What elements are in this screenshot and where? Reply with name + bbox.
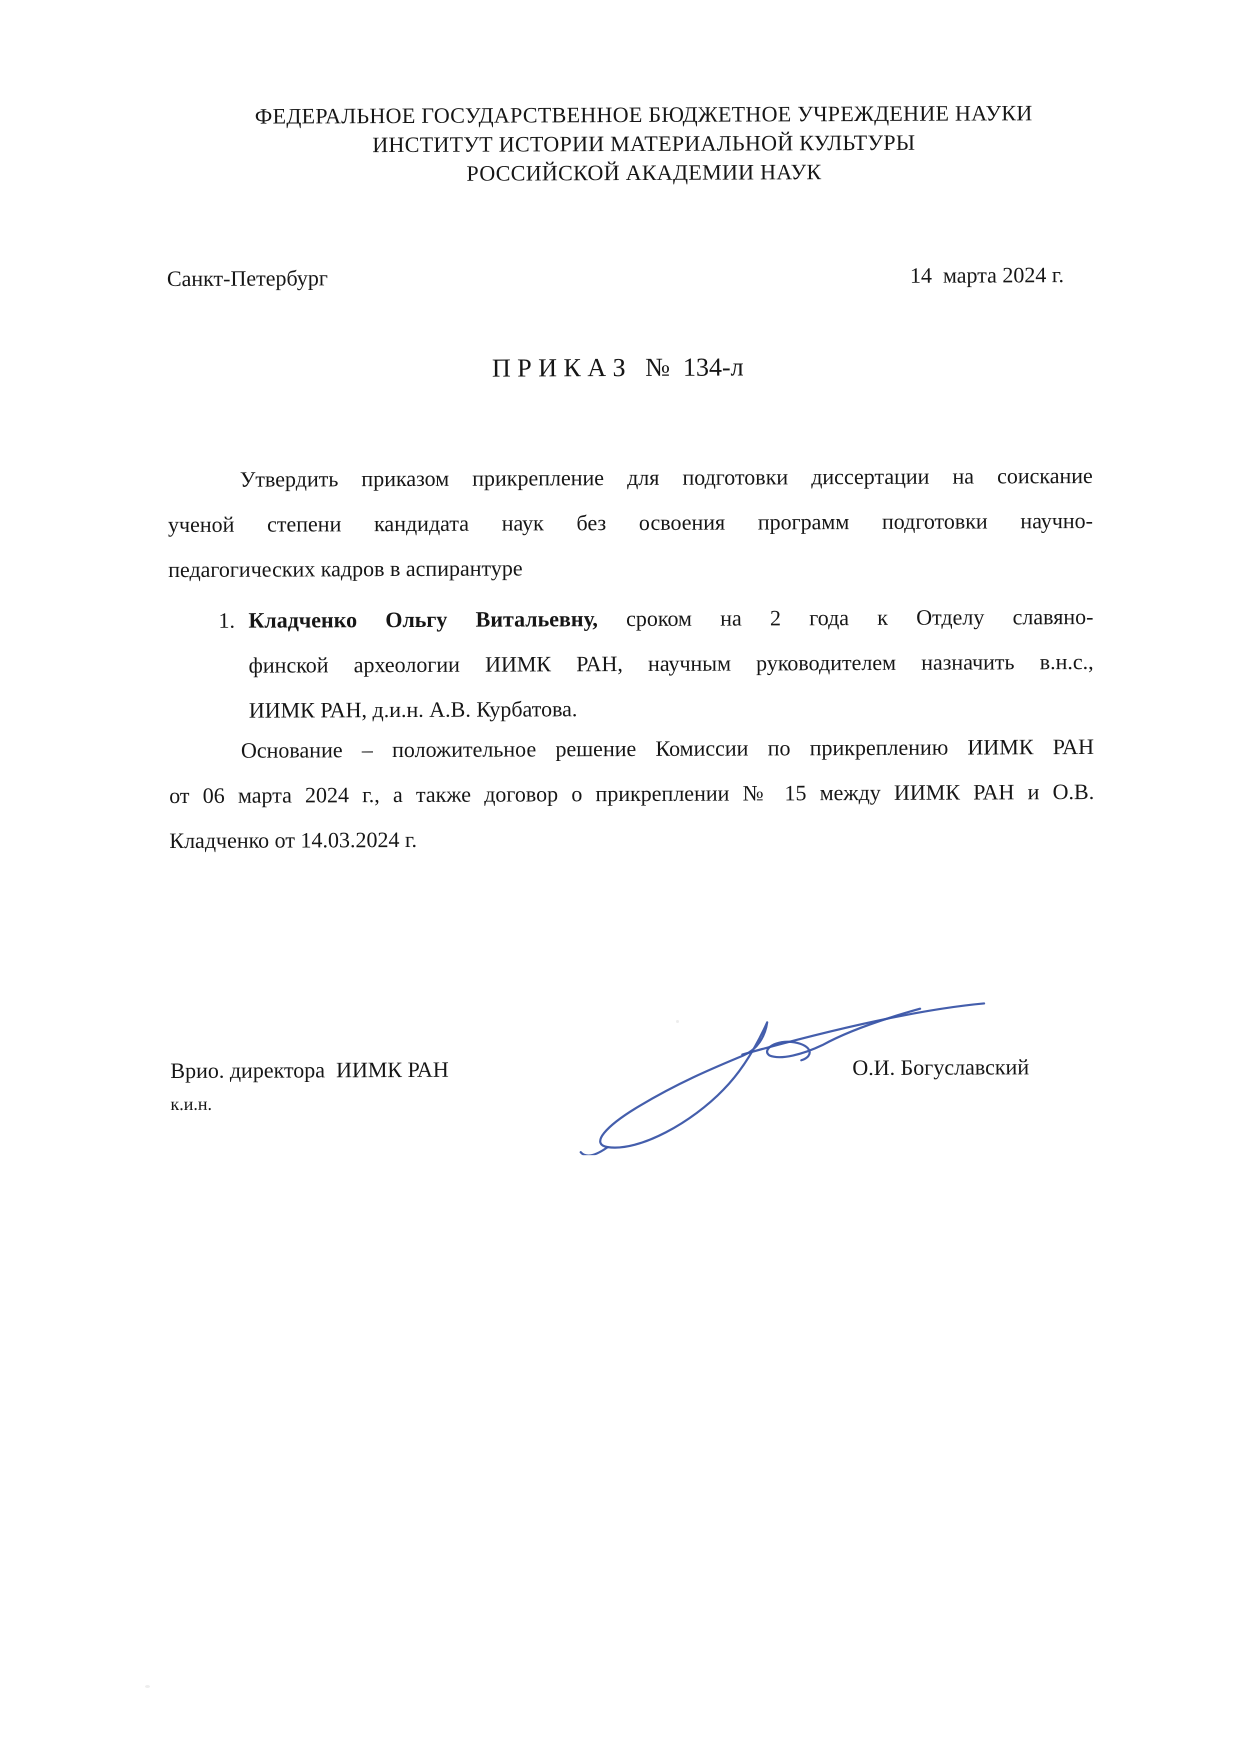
signatory-degree: к.и.н. xyxy=(170,1093,213,1115)
text-line: финской археологии ИИМК РАН, научным руководителем назначить в.н.с., xyxy=(248,648,1094,678)
text-line: Основание – положительное решение Комиссии по прикреплению ИИМК РАН xyxy=(240,733,1095,763)
intro-paragraph xyxy=(168,453,1094,592)
signatory-position: Врио. директора ИИМК РАН xyxy=(170,1056,449,1084)
signatory-position-block xyxy=(170,1055,449,1117)
basis-paragraph xyxy=(169,724,1095,863)
text-line: от 06 марта 2024 г., а также договор о прикреплении № 15 между ИИМК РАН и О.В. xyxy=(169,778,1095,809)
scan-speck xyxy=(676,1020,679,1023)
order-item-number: 1. xyxy=(218,607,235,633)
text-line: Утвердить приказом прикрепление для подготовки диссертации на соискание xyxy=(239,462,1093,492)
text-line: РОССИЙСКОЙ АКАДЕМИИ НАУК xyxy=(466,159,822,186)
date-label: 14 марта 2024 г. xyxy=(909,262,1064,288)
order-item-1 xyxy=(168,594,1094,733)
document-content xyxy=(166,0,1099,1753)
text-line: Кладченко Ольгу Витальевну, сроком на 2 года к Отделу славяно- xyxy=(248,603,1094,633)
text-line: ФЕДЕРАЛЬНОЕ ГОСУДАРСТВЕННОЕ БЮДЖЕТНОЕ УЧРЕЖДЕНИЕ НАУКИ xyxy=(254,100,1033,129)
text-line: ИИМК РАН, д.и.н. А.В. Курбатова. xyxy=(248,696,578,723)
text-line: ученой степени кандидата наук без освоения программ подготовки научно- xyxy=(167,507,1094,538)
text-line: Кладченко от 14.03.2024 г. xyxy=(169,826,418,854)
city-label: Санкт-Петербург xyxy=(166,265,328,292)
order-title: П Р И К А З № 134-л xyxy=(491,352,744,383)
signatory-name: О.И. Богуславский xyxy=(852,1054,1030,1081)
order-item-text xyxy=(248,594,1094,733)
scan-speck xyxy=(145,1685,150,1688)
text-line: педагогических кадров в аспирантуре xyxy=(168,555,523,583)
text-line: ИНСТИТУТ ИСТОРИИ МАТЕРИАЛЬНОЙ КУЛЬТУРЫ xyxy=(372,129,916,158)
letterhead xyxy=(166,98,1091,189)
dateline xyxy=(167,260,1092,294)
